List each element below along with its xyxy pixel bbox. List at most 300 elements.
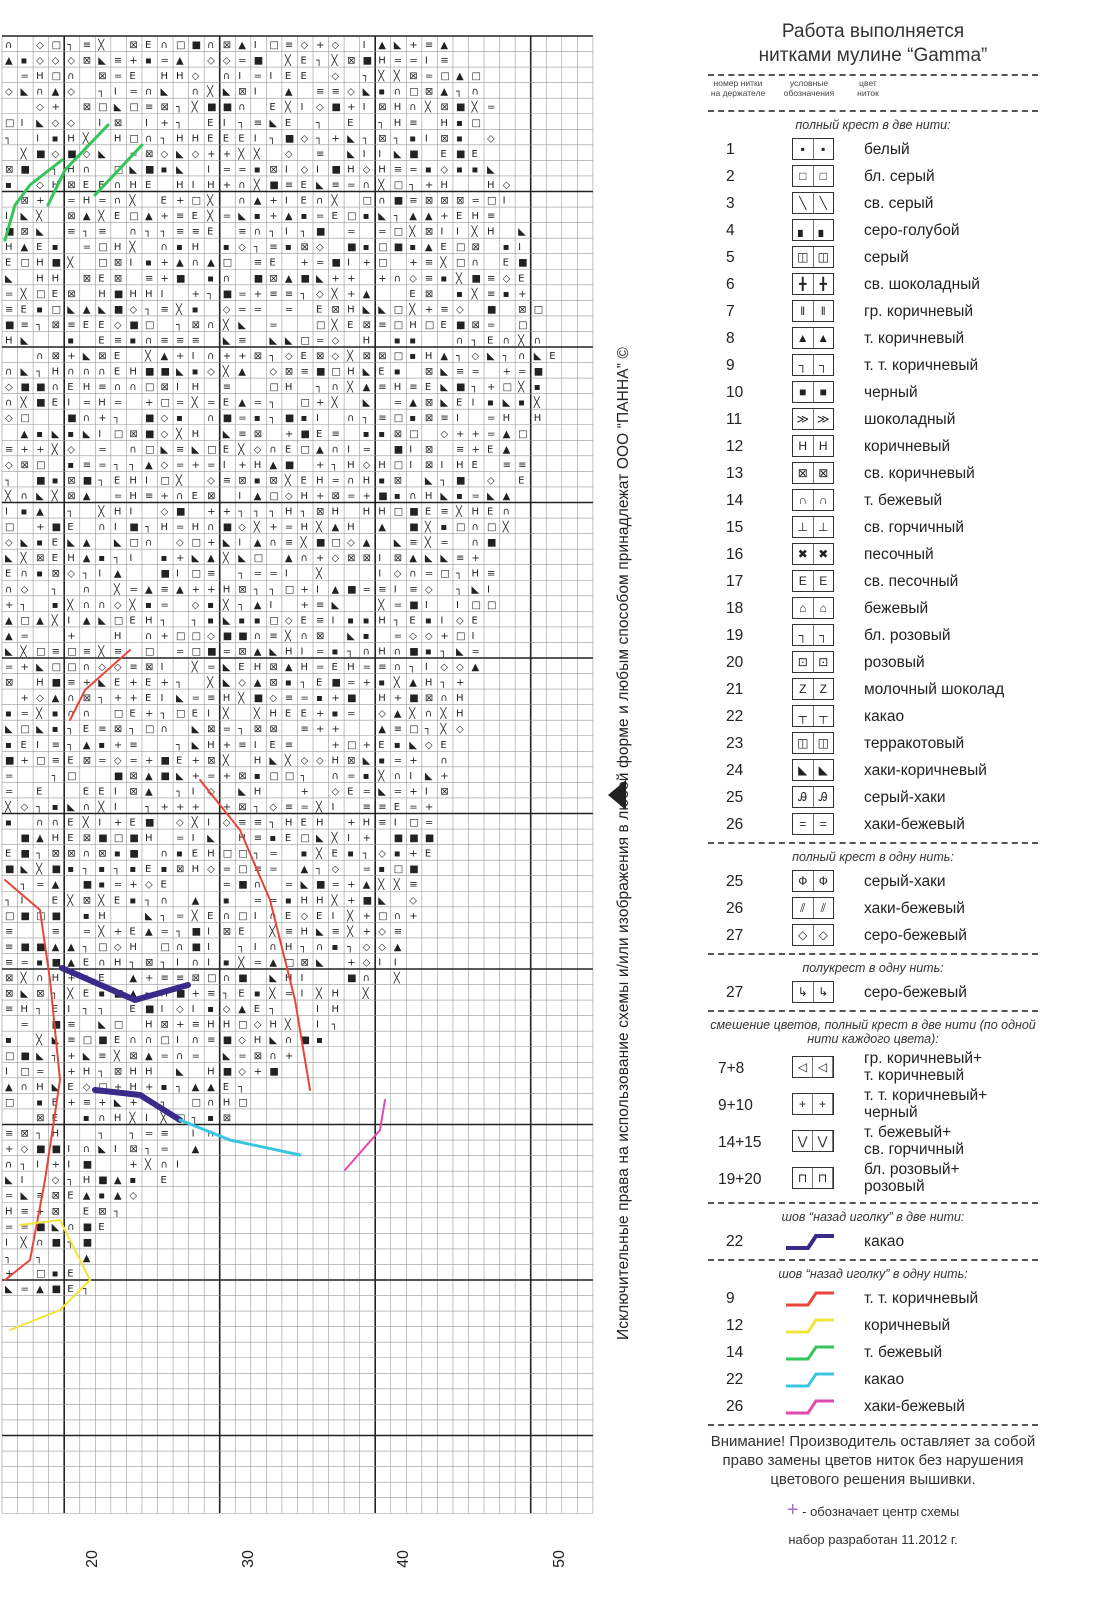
svg-text:┐: ┐ bbox=[113, 864, 120, 876]
svg-text:H: H bbox=[269, 708, 277, 720]
svg-text:∩: ∩ bbox=[222, 910, 231, 922]
svg-text:┐: ┐ bbox=[160, 957, 167, 969]
svg-text:+: + bbox=[331, 739, 340, 751]
svg-text:E: E bbox=[440, 242, 447, 254]
svg-text:▲: ▲ bbox=[502, 490, 511, 502]
svg-text:◣: ◣ bbox=[191, 444, 200, 456]
svg-text:◇: ◇ bbox=[362, 957, 371, 969]
svg-text:■: ■ bbox=[347, 584, 357, 596]
svg-text:■: ■ bbox=[409, 646, 419, 658]
svg-text:E: E bbox=[191, 490, 198, 502]
svg-text:┐: ┐ bbox=[51, 1050, 58, 1062]
svg-text:H: H bbox=[253, 1035, 262, 1047]
svg-text:□: □ bbox=[269, 615, 279, 627]
svg-text:≡: ≡ bbox=[129, 739, 138, 751]
svg-text:╳: ╳ bbox=[129, 195, 136, 207]
svg-text:▪: ▪ bbox=[378, 677, 385, 689]
svg-text:□: □ bbox=[36, 288, 46, 300]
svg-text:H: H bbox=[36, 677, 44, 689]
svg-text:∩: ∩ bbox=[222, 973, 231, 984]
svg-text:▪: ▪ bbox=[98, 879, 106, 891]
svg-text:■: ■ bbox=[129, 848, 139, 860]
svg-text:I: I bbox=[144, 475, 148, 487]
svg-text:◇: ◇ bbox=[455, 615, 464, 627]
svg-text:□: □ bbox=[176, 630, 186, 642]
svg-text:■: ■ bbox=[409, 864, 419, 876]
svg-text:H: H bbox=[5, 242, 13, 254]
svg-text:╳: ╳ bbox=[238, 693, 245, 705]
svg-text:■: ■ bbox=[300, 273, 310, 285]
svg-text:I: I bbox=[409, 459, 413, 471]
svg-text:⊠: ⊠ bbox=[331, 490, 340, 502]
svg-text:■: ■ bbox=[331, 102, 342, 114]
svg-text:∩: ∩ bbox=[160, 724, 168, 736]
svg-text:∩: ∩ bbox=[191, 1035, 199, 1047]
svg-text:E: E bbox=[207, 133, 214, 145]
svg-text:◇: ◇ bbox=[113, 941, 122, 953]
svg-text:⊠: ⊠ bbox=[51, 848, 61, 860]
svg-text:□: □ bbox=[113, 833, 124, 845]
svg-text:I: I bbox=[518, 242, 522, 254]
svg-text:∩: ∩ bbox=[269, 1050, 277, 1062]
svg-text:┐: ┐ bbox=[362, 133, 369, 145]
svg-text:┐: ┐ bbox=[20, 599, 27, 611]
svg-text:▪: ▪ bbox=[222, 957, 230, 969]
svg-text:≡: ≡ bbox=[393, 926, 403, 938]
svg-text:=: = bbox=[176, 910, 185, 922]
svg-text:◇: ◇ bbox=[67, 568, 75, 580]
svg-text:┐: ┐ bbox=[82, 568, 89, 580]
svg-text:I: I bbox=[316, 1019, 319, 1031]
svg-text:┐: ┐ bbox=[269, 133, 276, 145]
svg-text:+: + bbox=[160, 117, 169, 129]
svg-text:□: □ bbox=[51, 662, 62, 673]
svg-text:I: I bbox=[253, 910, 257, 922]
section-full-cross-2: полный крест в две нити: bbox=[795, 118, 951, 132]
svg-text:I: I bbox=[36, 1159, 40, 1171]
svg-text:+: + bbox=[160, 211, 169, 223]
svg-text:∩: ∩ bbox=[502, 506, 510, 518]
backstitch-line-icon bbox=[786, 1232, 836, 1252]
svg-text:=: = bbox=[362, 444, 372, 456]
svg-text:◣: ◣ bbox=[20, 211, 29, 223]
svg-text:╳: ╳ bbox=[20, 1237, 27, 1249]
svg-text:⊠: ⊠ bbox=[51, 1190, 61, 1202]
svg-text:=: = bbox=[284, 879, 294, 891]
svg-text:E: E bbox=[378, 739, 385, 751]
svg-text:╳: ╳ bbox=[207, 86, 214, 98]
svg-text:┐: ┐ bbox=[98, 86, 105, 98]
svg-text:┐: ┐ bbox=[144, 988, 151, 1000]
svg-text:⊠: ⊠ bbox=[269, 475, 278, 487]
svg-text:E: E bbox=[191, 211, 198, 223]
svg-text:□: □ bbox=[409, 86, 419, 98]
svg-text:=: = bbox=[82, 397, 92, 409]
symbol-icon: ┐ ┐ bbox=[792, 354, 834, 376]
svg-text:⊠: ⊠ bbox=[20, 195, 29, 207]
svg-text:□: □ bbox=[284, 584, 295, 596]
svg-text:▪: ▪ bbox=[67, 335, 74, 347]
svg-text:E: E bbox=[129, 71, 136, 83]
svg-text:⊠: ⊠ bbox=[269, 724, 278, 736]
svg-text:=: = bbox=[238, 164, 247, 176]
svg-text:◇: ◇ bbox=[191, 599, 200, 611]
svg-text:E: E bbox=[238, 988, 245, 1000]
symbol-icon: ⊓ ⊓ bbox=[792, 1167, 834, 1189]
svg-text:▲: ▲ bbox=[253, 195, 262, 207]
svg-text:+: + bbox=[300, 584, 309, 596]
svg-text:⊠: ⊠ bbox=[36, 988, 45, 1000]
svg-text:E: E bbox=[440, 319, 447, 331]
svg-text:∩: ∩ bbox=[67, 1221, 75, 1233]
svg-text:H: H bbox=[300, 490, 308, 502]
svg-text:+: + bbox=[362, 833, 372, 845]
svg-text:∩: ∩ bbox=[5, 1159, 13, 1171]
svg-text:▲: ▲ bbox=[440, 351, 449, 362]
svg-text:+: + bbox=[284, 428, 294, 440]
legend-row bbox=[708, 868, 1038, 895]
thread-color-name: т. бежевый bbox=[864, 1344, 943, 1361]
svg-text:┐: ┐ bbox=[36, 1252, 43, 1264]
svg-text:⊠: ⊠ bbox=[82, 273, 92, 285]
svg-text:+: + bbox=[424, 304, 434, 316]
svg-text:⊠: ⊠ bbox=[222, 926, 232, 938]
svg-text:+: + bbox=[347, 817, 356, 829]
svg-text:■: ■ bbox=[176, 506, 186, 518]
svg-text:▲: ▲ bbox=[378, 522, 386, 534]
svg-text:◇: ◇ bbox=[300, 40, 309, 51]
svg-text:∩: ∩ bbox=[300, 553, 308, 565]
svg-text:≡: ≡ bbox=[82, 40, 92, 51]
svg-text:◣: ◣ bbox=[222, 677, 231, 689]
legend-row bbox=[708, 541, 1038, 568]
svg-text:+: + bbox=[36, 1206, 45, 1218]
svg-text:I: I bbox=[393, 817, 397, 829]
svg-text:┐: ┐ bbox=[144, 304, 151, 316]
svg-text:∩: ∩ bbox=[207, 1128, 215, 1140]
svg-text:┐: ┐ bbox=[455, 351, 462, 362]
svg-text:E: E bbox=[36, 242, 43, 254]
svg-text:◣: ◣ bbox=[362, 397, 371, 409]
svg-text:≡: ≡ bbox=[129, 662, 138, 673]
svg-text:I: I bbox=[284, 195, 288, 207]
svg-text:E: E bbox=[393, 801, 401, 813]
svg-text:□: □ bbox=[160, 1035, 170, 1047]
svg-text:◣: ◣ bbox=[36, 724, 44, 736]
thread-color-name: черный bbox=[864, 384, 918, 401]
svg-text:E: E bbox=[113, 211, 121, 223]
svg-text:+: + bbox=[316, 397, 325, 409]
svg-text:┐: ┐ bbox=[113, 459, 120, 471]
thread-number: 1 bbox=[726, 141, 735, 158]
thread-color-name: серый-хаки bbox=[864, 789, 946, 806]
svg-text:∩: ∩ bbox=[238, 179, 246, 191]
svg-text:=: = bbox=[331, 475, 340, 487]
svg-text:╳: ╳ bbox=[98, 40, 105, 51]
svg-text:+: + bbox=[51, 102, 61, 114]
svg-text:◇: ◇ bbox=[160, 459, 169, 471]
legend-row bbox=[708, 298, 1038, 325]
svg-text:=: = bbox=[222, 864, 232, 876]
svg-text:◇: ◇ bbox=[316, 288, 324, 300]
svg-text:∩: ∩ bbox=[471, 537, 479, 549]
svg-text:┐: ┐ bbox=[67, 1175, 74, 1187]
svg-text:I: I bbox=[207, 957, 211, 969]
svg-text:□: □ bbox=[191, 646, 202, 658]
svg-text:E: E bbox=[253, 1004, 261, 1016]
svg-text:╳: ╳ bbox=[222, 708, 229, 720]
svg-text:≡: ≡ bbox=[378, 382, 387, 394]
legend-row bbox=[708, 757, 1038, 784]
svg-text:┐: ┐ bbox=[160, 615, 167, 627]
svg-text:■: ■ bbox=[238, 630, 248, 642]
svg-text:╳: ╳ bbox=[222, 553, 229, 565]
svg-text:╳: ╳ bbox=[471, 226, 478, 238]
svg-text:∩: ∩ bbox=[176, 941, 184, 953]
svg-text:┐: ┐ bbox=[51, 164, 58, 176]
svg-text:▲: ▲ bbox=[238, 397, 246, 409]
svg-text:◇: ◇ bbox=[129, 304, 138, 316]
svg-text:+: + bbox=[393, 693, 403, 705]
svg-text:□: □ bbox=[160, 941, 170, 953]
svg-text:≡: ≡ bbox=[487, 211, 496, 223]
svg-text:┐: ┐ bbox=[316, 864, 323, 876]
svg-text:◣: ◣ bbox=[362, 304, 371, 316]
svg-text:H: H bbox=[129, 366, 137, 378]
legend-row bbox=[708, 676, 1038, 703]
svg-text:∩: ∩ bbox=[393, 273, 402, 285]
svg-text:I: I bbox=[36, 133, 40, 145]
svg-text:▪: ▪ bbox=[362, 211, 370, 223]
svg-text:▲: ▲ bbox=[144, 926, 153, 938]
svg-text:∩: ∩ bbox=[160, 242, 168, 254]
svg-text:┐: ┐ bbox=[36, 366, 43, 378]
svg-text:⊠: ⊠ bbox=[440, 786, 449, 798]
svg-text:◇: ◇ bbox=[176, 537, 184, 549]
svg-text:╳: ╳ bbox=[191, 662, 198, 673]
svg-text:▲: ▲ bbox=[36, 615, 44, 627]
legend-row bbox=[708, 460, 1038, 487]
svg-text:▪: ▪ bbox=[51, 708, 59, 720]
svg-text:E: E bbox=[549, 351, 556, 362]
svg-text:┐: ┐ bbox=[300, 288, 307, 300]
svg-text:≡: ≡ bbox=[393, 724, 403, 736]
svg-text:I: I bbox=[316, 164, 319, 176]
svg-text:E: E bbox=[20, 739, 27, 751]
legend-row bbox=[708, 1087, 1038, 1124]
svg-text:◣: ◣ bbox=[455, 646, 464, 658]
svg-text:╳: ╳ bbox=[160, 1112, 167, 1124]
svg-text:▪: ▪ bbox=[393, 490, 401, 502]
svg-text:H: H bbox=[98, 910, 106, 922]
legend-row bbox=[708, 922, 1038, 949]
svg-text:■: ■ bbox=[36, 397, 46, 409]
svg-text:∩: ∩ bbox=[51, 817, 59, 829]
svg-text:◇: ◇ bbox=[160, 413, 169, 425]
svg-text:■: ■ bbox=[191, 941, 202, 953]
svg-text:■: ■ bbox=[82, 879, 93, 891]
svg-text:H: H bbox=[113, 133, 122, 145]
legend-row bbox=[708, 1393, 1038, 1420]
svg-text:H: H bbox=[191, 522, 200, 534]
legend-row bbox=[708, 1366, 1038, 1393]
svg-text:I: I bbox=[362, 148, 366, 160]
svg-text:∩: ∩ bbox=[393, 910, 402, 922]
svg-text:■: ■ bbox=[36, 941, 46, 953]
svg-text:∩: ∩ bbox=[316, 195, 324, 207]
svg-text:⊠: ⊠ bbox=[362, 319, 372, 331]
svg-text:+: + bbox=[36, 522, 45, 534]
svg-text:H: H bbox=[284, 941, 293, 953]
svg-text:E: E bbox=[51, 1004, 58, 1016]
svg-text:╳: ╳ bbox=[316, 568, 323, 580]
svg-text:=: = bbox=[393, 786, 403, 798]
svg-text:▲: ▲ bbox=[144, 770, 153, 782]
svg-text:□: □ bbox=[487, 522, 497, 534]
svg-text:⊠: ⊠ bbox=[471, 242, 480, 254]
svg-text:◇: ◇ bbox=[238, 1066, 246, 1078]
svg-text:┐: ┐ bbox=[67, 1237, 74, 1249]
svg-text:=: = bbox=[424, 817, 434, 829]
svg-text:I: I bbox=[222, 459, 226, 471]
svg-text:+: + bbox=[362, 490, 372, 502]
svg-text:■: ■ bbox=[36, 382, 46, 394]
thread-number: 23 bbox=[726, 735, 744, 752]
svg-text:I: I bbox=[20, 895, 24, 907]
svg-text:⊠: ⊠ bbox=[238, 584, 247, 596]
svg-text:╳: ╳ bbox=[36, 864, 43, 876]
svg-text:◣: ◣ bbox=[269, 755, 278, 767]
backstitch-2-list bbox=[708, 1228, 1038, 1255]
svg-text:+: + bbox=[316, 724, 325, 736]
thread-number: 14+15 bbox=[718, 1134, 762, 1151]
svg-text:H: H bbox=[331, 988, 340, 1000]
svg-text:+: + bbox=[331, 724, 340, 736]
symbol-icon: ◫ ◫ bbox=[792, 246, 834, 268]
svg-text:E: E bbox=[300, 71, 307, 83]
svg-text:≡: ≡ bbox=[284, 693, 294, 705]
svg-text:I: I bbox=[316, 584, 319, 596]
svg-text:I: I bbox=[5, 211, 8, 223]
svg-text:□: □ bbox=[176, 1112, 186, 1124]
svg-text:E: E bbox=[300, 351, 307, 362]
svg-text:┐: ┐ bbox=[67, 40, 74, 51]
svg-text:◣: ◣ bbox=[269, 973, 278, 984]
svg-text:▪: ▪ bbox=[51, 242, 59, 254]
svg-text:□: □ bbox=[238, 864, 248, 876]
symbol-icon: ◣ ◣ bbox=[792, 759, 834, 781]
svg-text:∩: ∩ bbox=[207, 1097, 215, 1109]
svg-text:⊠: ⊠ bbox=[424, 413, 434, 425]
svg-text:≡: ≡ bbox=[253, 864, 263, 876]
svg-text:H: H bbox=[440, 117, 448, 129]
svg-text:◇: ◇ bbox=[67, 55, 75, 67]
svg-text:┐: ┐ bbox=[160, 133, 167, 145]
svg-text:⊠: ⊠ bbox=[207, 490, 216, 502]
svg-text:◇: ◇ bbox=[5, 86, 13, 98]
svg-text:+: + bbox=[160, 257, 169, 269]
svg-text:⊠: ⊠ bbox=[331, 304, 340, 316]
svg-text:▪: ▪ bbox=[191, 366, 199, 378]
svg-text:▲: ▲ bbox=[393, 708, 402, 720]
svg-text:◇: ◇ bbox=[113, 599, 122, 611]
symbol-icon: = = bbox=[792, 813, 834, 835]
svg-text:E: E bbox=[300, 817, 307, 829]
svg-text:=: = bbox=[316, 662, 325, 673]
svg-text:▪: ▪ bbox=[284, 677, 292, 689]
symbol-icon: H H bbox=[792, 435, 834, 457]
svg-text:□: □ bbox=[487, 599, 497, 611]
svg-text:H: H bbox=[487, 226, 495, 238]
svg-text:□: □ bbox=[300, 833, 310, 845]
svg-text:+: + bbox=[409, 910, 418, 922]
svg-text:⊠: ⊠ bbox=[300, 242, 309, 254]
svg-text:┐: ┐ bbox=[98, 1128, 105, 1140]
svg-text:∩: ∩ bbox=[393, 86, 402, 98]
svg-text:▲: ▲ bbox=[409, 553, 418, 565]
svg-text:┐: ┐ bbox=[5, 475, 12, 487]
svg-text:⊠: ⊠ bbox=[238, 86, 247, 98]
svg-text:▪: ▪ bbox=[129, 335, 137, 347]
svg-text:=: = bbox=[393, 630, 403, 642]
svg-text:+: + bbox=[362, 926, 372, 938]
svg-text:I: I bbox=[98, 117, 102, 129]
svg-text:┐: ┐ bbox=[300, 941, 307, 953]
svg-text:□: □ bbox=[393, 304, 404, 316]
svg-text:=: = bbox=[160, 599, 169, 611]
thread-number: 21 bbox=[726, 681, 744, 698]
svg-text:◇: ◇ bbox=[331, 786, 340, 798]
svg-text:◇: ◇ bbox=[362, 941, 371, 953]
svg-text:⊠: ⊠ bbox=[393, 553, 403, 565]
svg-text:▲: ▲ bbox=[51, 693, 60, 705]
svg-text:H: H bbox=[362, 817, 371, 829]
svg-text:I: I bbox=[269, 71, 273, 83]
svg-text:=: = bbox=[253, 895, 263, 907]
svg-text:I: I bbox=[129, 553, 133, 565]
svg-text:I: I bbox=[191, 1004, 195, 1016]
svg-text:E: E bbox=[98, 973, 105, 984]
divider bbox=[708, 1010, 1038, 1012]
svg-text:■: ■ bbox=[51, 1144, 62, 1156]
svg-text:■: ■ bbox=[51, 864, 62, 876]
svg-text:◣: ◣ bbox=[20, 864, 29, 876]
svg-text:┐: ┐ bbox=[82, 864, 89, 876]
svg-text:E: E bbox=[113, 677, 121, 689]
svg-text:=: = bbox=[36, 1066, 45, 1078]
svg-text:I: I bbox=[67, 615, 71, 627]
svg-text:■: ■ bbox=[253, 693, 264, 705]
svg-text:I: I bbox=[144, 117, 148, 129]
svg-text:+: + bbox=[409, 40, 418, 51]
svg-text:H: H bbox=[347, 459, 355, 471]
svg-text:◣: ◣ bbox=[269, 646, 278, 658]
svg-text:+: + bbox=[67, 1066, 76, 1078]
svg-text:╳: ╳ bbox=[207, 195, 214, 207]
svg-text:▪: ▪ bbox=[36, 428, 43, 440]
svg-text:□: □ bbox=[144, 319, 155, 331]
svg-text:◣: ◣ bbox=[144, 910, 153, 922]
svg-text:◇: ◇ bbox=[176, 817, 184, 829]
svg-text:▲: ▲ bbox=[191, 895, 200, 907]
svg-text:╳: ╳ bbox=[455, 273, 462, 285]
svg-text:◣: ◣ bbox=[222, 615, 231, 627]
svg-text:□: □ bbox=[238, 1019, 248, 1031]
svg-text:I: I bbox=[300, 102, 304, 114]
thread-color-name: т. коричневый bbox=[864, 330, 965, 347]
legend-row bbox=[708, 1339, 1038, 1366]
svg-text:□: □ bbox=[393, 179, 404, 191]
